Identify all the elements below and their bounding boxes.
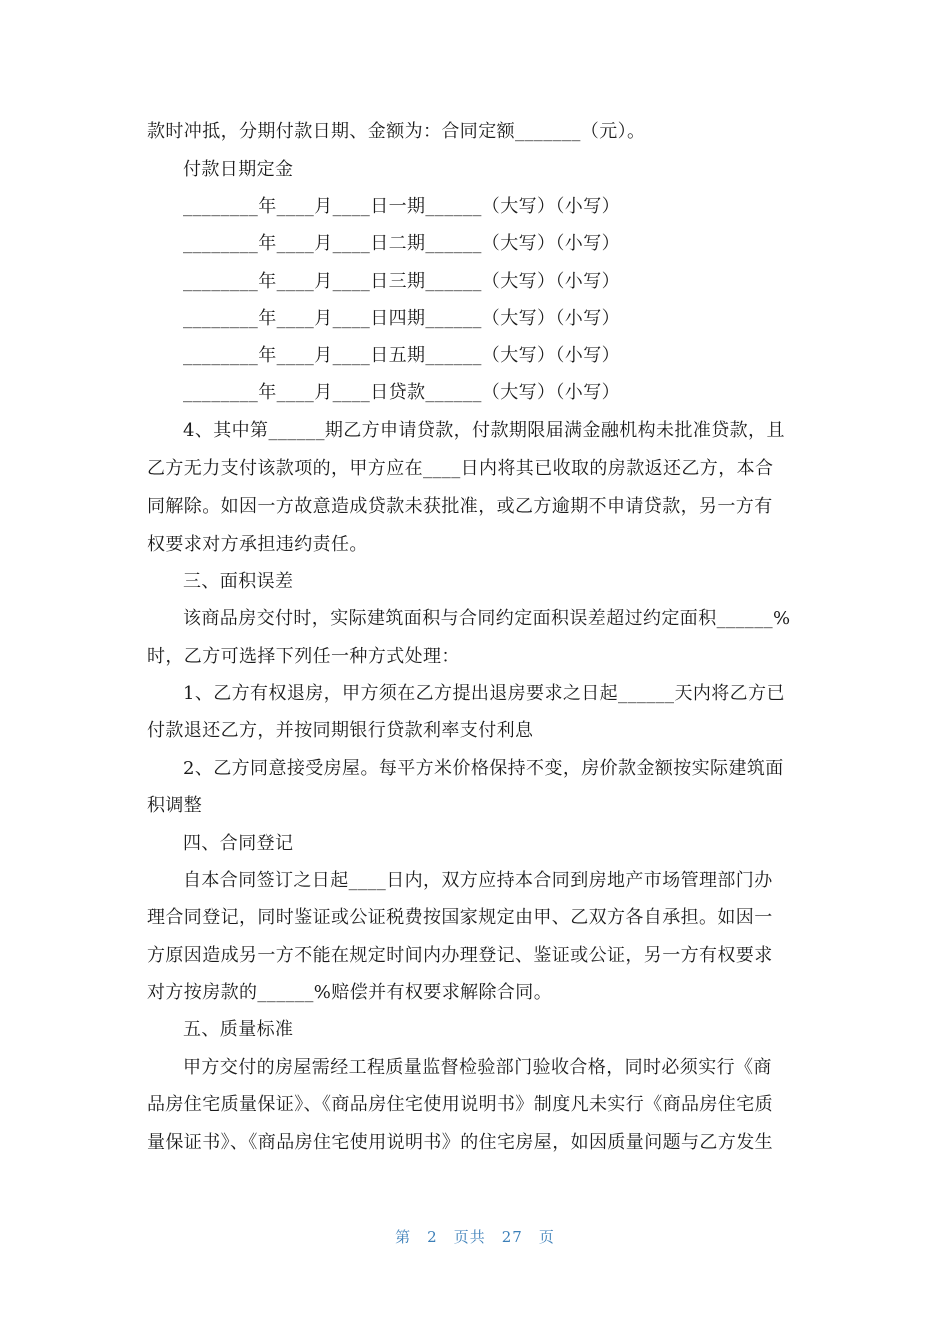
text-line: 权要求对方承担违约责任。 xyxy=(147,534,368,555)
text-line: 方原因造成另一方不能在规定时间内办理登记、鉴证或公证，另一方有权要求 xyxy=(147,945,773,966)
text-line: 付款退还乙方，并按同期银行贷款利率支付利息 xyxy=(147,720,534,741)
text-line: 该商品房交付时，实际建筑面积与合同约定面积误差超过约定面积______% xyxy=(183,608,791,629)
footer-middle: 页共 xyxy=(453,1228,486,1246)
footer-prefix: 第 xyxy=(395,1228,412,1246)
total-pages: 27 xyxy=(501,1228,523,1246)
text-line: ________年____月____日五期______（大写）（小写） xyxy=(183,345,620,366)
text-line: 1、乙方有权退房，甲方须在乙方提出退房要求之日起______天内将乙方已 xyxy=(183,683,785,704)
text-line: 品房住宅质量保证》、《商品房住宅使用说明书》制度凡未实行《商品房住宅质 xyxy=(147,1094,773,1115)
text-line: 同解除。如因一方故意造成贷款未获批准，或乙方逾期不申请贷款，另一方有 xyxy=(147,496,773,517)
text-line: 理合同登记，同时鉴证或公证税费按国家规定由甲、乙双方各自承担。如因一 xyxy=(147,907,773,928)
text-line: 乙方无力支付该款项的，甲方应在____日内将其已收取的房款返还乙方，本合 xyxy=(147,458,774,479)
section-heading: 四、合同登记 xyxy=(183,833,294,854)
text-line: 对方按房款的______%赔偿并有权要求解除合同。 xyxy=(147,982,553,1003)
section-heading: 三、面积误差 xyxy=(183,571,294,592)
text-line: 自本合同签订之日起____日内，双方应持本合同到房地产市场管理部门办 xyxy=(183,870,773,891)
text-line: 4、其中第______期乙方申请贷款，付款期限届满金融机构未批准贷款，且 xyxy=(183,420,785,441)
text-line: 款时冲抵，分期付款日期、金额为：合同定额_______（元）。 xyxy=(147,121,646,142)
text-line: 时，乙方可选择下列任一种方式处理： xyxy=(147,646,460,667)
text-line: ________年____月____日贷款______（大写）（小写） xyxy=(183,382,620,403)
text-line: ________年____月____日三期______（大写）（小写） xyxy=(183,271,620,292)
text-line: 付款日期定金 xyxy=(183,159,294,180)
text-line: ________年____月____日一期______（大写）（小写） xyxy=(183,196,620,217)
section-heading: 五、质量标准 xyxy=(183,1019,294,1040)
page-number: 2 xyxy=(427,1228,438,1246)
text-line: 2、乙方同意接受房屋。每平方米价格保持不变，房价款金额按实际建筑面 xyxy=(183,758,784,779)
page-footer xyxy=(0,1226,950,1248)
text-line: 量保证书》、《商品房住宅使用说明书》的住宅房屋，如因质量问题与乙方发生 xyxy=(147,1132,773,1153)
text-line: 甲方交付的房屋需经工程质量监督检验部门验收合格，同时必须实行《商 xyxy=(183,1057,772,1078)
footer-suffix: 页 xyxy=(538,1228,555,1246)
text-line: 积调整 xyxy=(147,795,203,816)
text-line: ________年____月____日四期______（大写）（小写） xyxy=(183,308,620,329)
text-line: ________年____月____日二期______（大写）（小写） xyxy=(183,233,620,254)
